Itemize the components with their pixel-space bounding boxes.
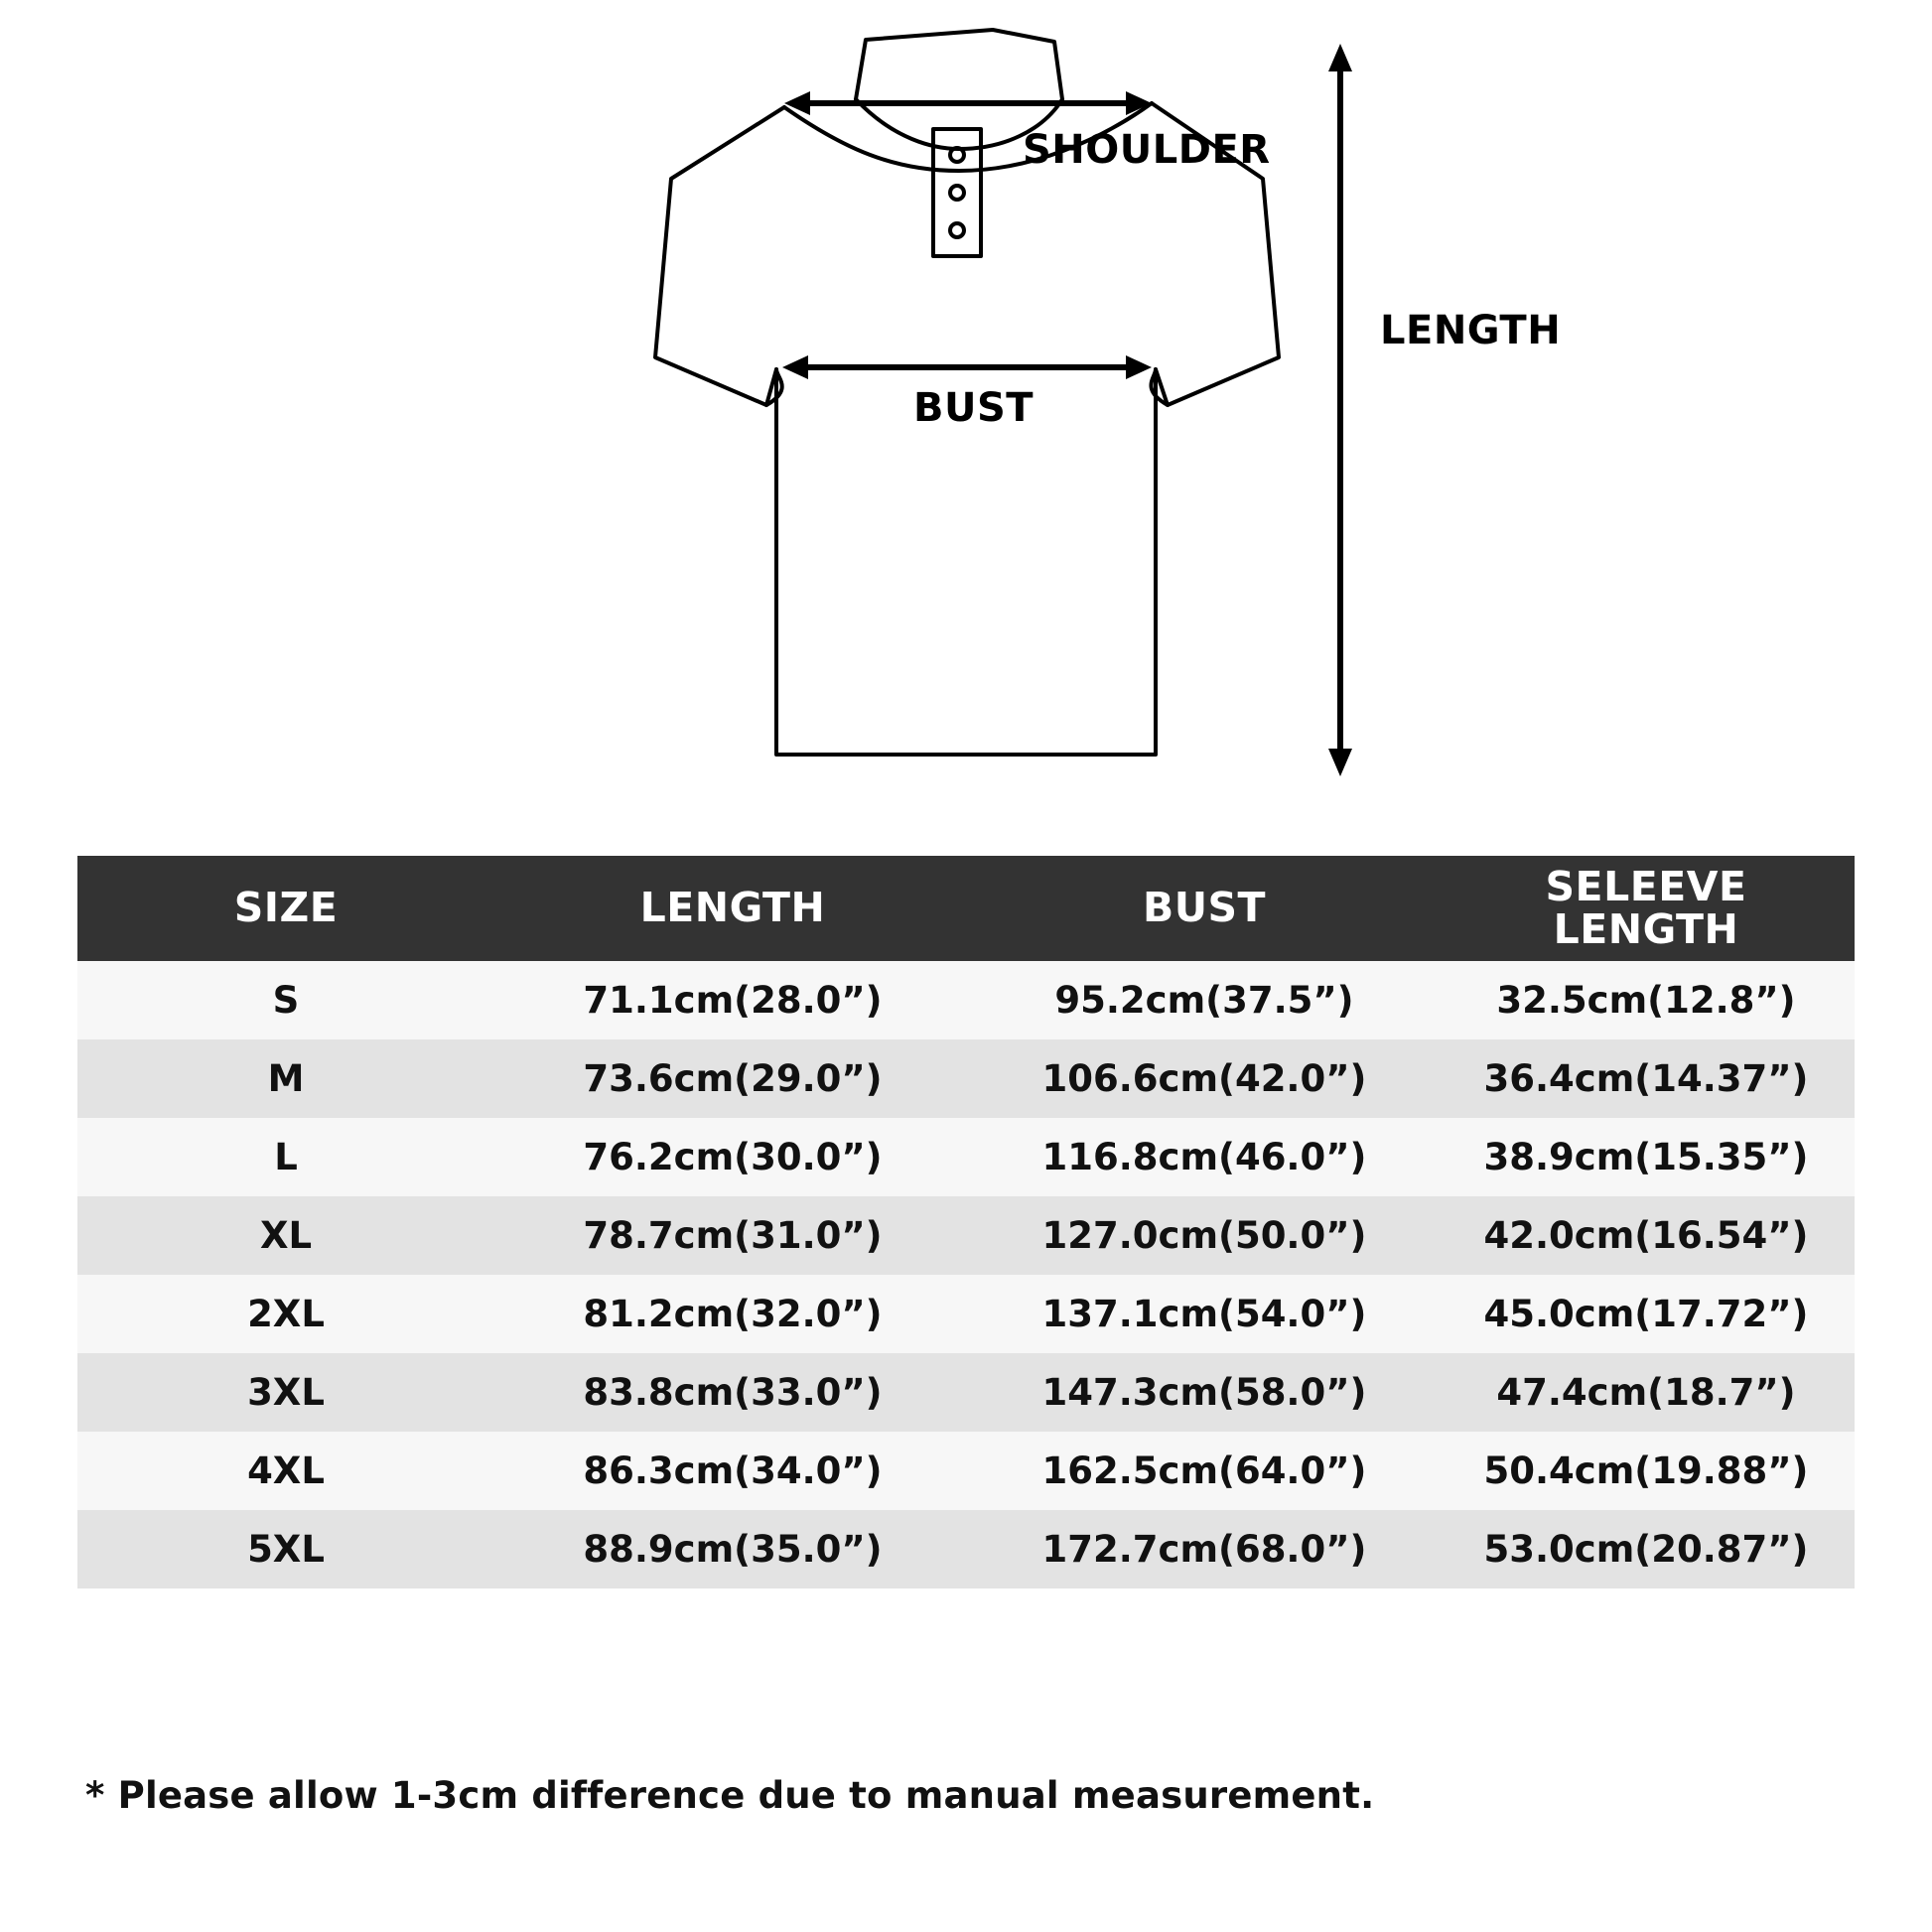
cell-size: L	[77, 1118, 494, 1196]
label-length: LENGTH	[1380, 308, 1562, 353]
label-bust: BUST	[913, 385, 1035, 431]
cell-size: 5XL	[77, 1510, 494, 1588]
cell-size: 2XL	[77, 1275, 494, 1353]
cell-length: 71.1cm(28.0”)	[494, 961, 971, 1039]
cell-size: XL	[77, 1196, 494, 1275]
col-header-sleeve-line2: LENGTH	[1553, 905, 1739, 953]
cell-sleeve: 47.4cm(18.7”)	[1438, 1353, 1855, 1432]
measurement-note: * Please allow 1-3cm difference due to manual measurement.	[85, 1774, 1375, 1817]
col-header-bust: BUST	[971, 856, 1438, 961]
cell-bust: 162.5cm(64.0”)	[971, 1432, 1438, 1510]
cell-sleeve: 36.4cm(14.37”)	[1438, 1039, 1855, 1118]
size-table	[77, 856, 1855, 1588]
cell-length: 78.7cm(31.0”)	[494, 1196, 971, 1275]
cell-sleeve: 45.0cm(17.72”)	[1438, 1275, 1855, 1353]
col-header-sleeve-line1: SELEEVE	[1545, 862, 1747, 910]
table-header-row	[77, 856, 1855, 961]
cell-sleeve: 42.0cm(16.54”)	[1438, 1196, 1855, 1275]
cell-bust: 172.7cm(68.0”)	[971, 1510, 1438, 1588]
table-row	[77, 1275, 1855, 1353]
cell-length: 81.2cm(32.0”)	[494, 1275, 971, 1353]
col-header-sleeve	[1438, 856, 1855, 961]
table-row	[77, 1432, 1855, 1510]
col-header-length: LENGTH	[494, 856, 971, 961]
cell-size: 3XL	[77, 1353, 494, 1432]
table-row	[77, 1039, 1855, 1118]
cell-size: S	[77, 961, 494, 1039]
cell-size: M	[77, 1039, 494, 1118]
table-row	[77, 1118, 1855, 1196]
cell-length: 88.9cm(35.0”)	[494, 1510, 971, 1588]
cell-sleeve: 50.4cm(19.88”)	[1438, 1432, 1855, 1510]
label-shoulder: SHOULDER	[1023, 127, 1271, 173]
cell-bust: 95.2cm(37.5”)	[971, 961, 1438, 1039]
table-header	[77, 856, 1855, 961]
cell-bust: 147.3cm(58.0”)	[971, 1353, 1438, 1432]
garment-diagram	[0, 0, 1932, 834]
table-row	[77, 1510, 1855, 1588]
cell-size: 4XL	[77, 1432, 494, 1510]
table-row	[77, 1196, 1855, 1275]
cell-length: 73.6cm(29.0”)	[494, 1039, 971, 1118]
table-row	[77, 961, 1855, 1039]
cell-bust: 116.8cm(46.0”)	[971, 1118, 1438, 1196]
cell-bust: 106.6cm(42.0”)	[971, 1039, 1438, 1118]
cell-sleeve: 53.0cm(20.87”)	[1438, 1510, 1855, 1588]
table-row	[77, 1353, 1855, 1432]
cell-length: 86.3cm(34.0”)	[494, 1432, 971, 1510]
cell-sleeve: 32.5cm(12.8”)	[1438, 961, 1855, 1039]
size-table-container	[77, 856, 1855, 1588]
cell-length: 83.8cm(33.0”)	[494, 1353, 971, 1432]
table-body	[77, 961, 1855, 1588]
cell-length: 76.2cm(30.0”)	[494, 1118, 971, 1196]
cell-sleeve: 38.9cm(15.35”)	[1438, 1118, 1855, 1196]
cell-bust: 137.1cm(54.0”)	[971, 1275, 1438, 1353]
col-header-size: SIZE	[77, 856, 494, 961]
cell-bust: 127.0cm(50.0”)	[971, 1196, 1438, 1275]
